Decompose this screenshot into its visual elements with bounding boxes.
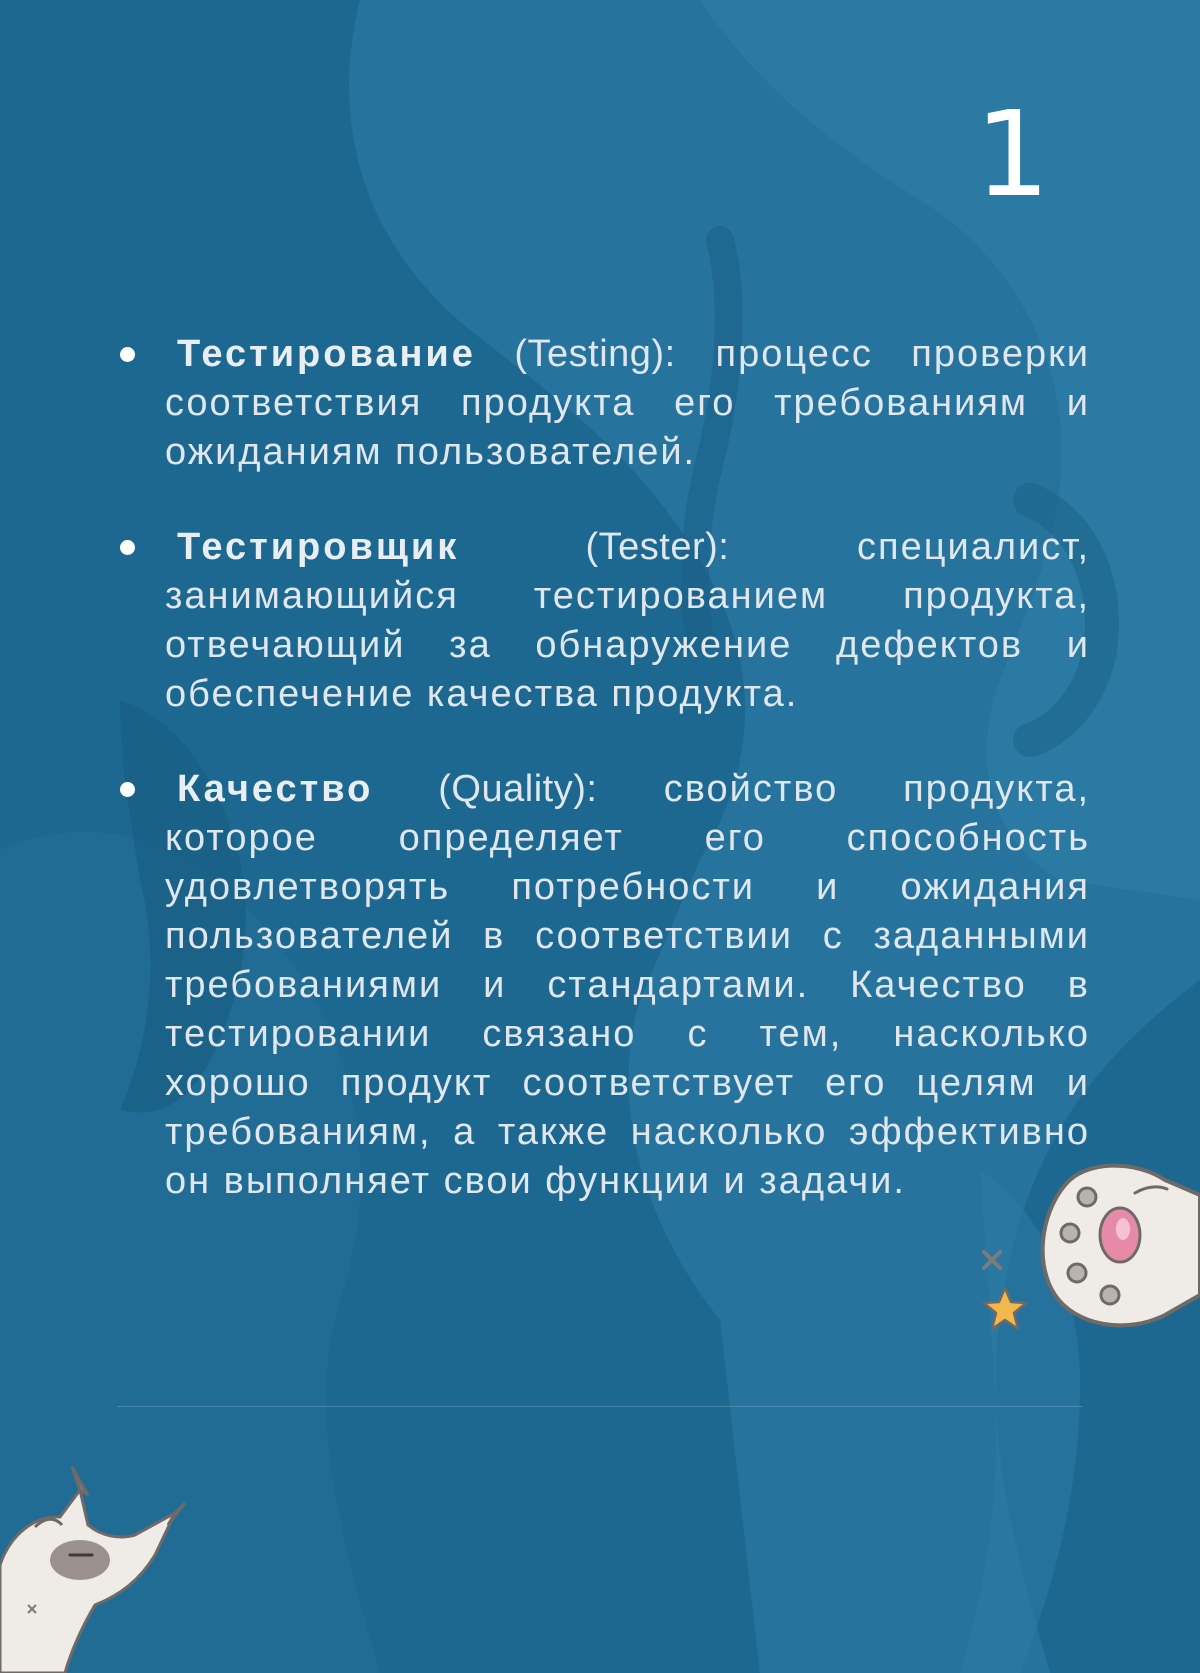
term-english: (Quality): [438, 768, 587, 810]
term-item-tester: [165, 523, 1090, 719]
term-definition: : процесс проверки соответствия продукта его требованиям и ожиданиям пользователей.: [165, 333, 1090, 473]
star-icon: [980, 1285, 1030, 1333]
term-name: Тестировщик: [177, 526, 460, 568]
term-definition: : специалист, занимающийся тестированием продукта, отвечающий за обнаружение дефектов и обеспечение качества продукта.: [165, 526, 1090, 715]
term-english: (Tester): [585, 526, 719, 568]
cat-paw-icon: [1025, 1155, 1200, 1335]
divider: [117, 1406, 1083, 1407]
term-english: (Testing): [514, 333, 665, 375]
term-list: [165, 330, 1090, 1252]
term-name: Качество: [177, 768, 374, 810]
siamese-cat-icon: [0, 1455, 190, 1673]
page-number: 1: [974, 85, 1050, 223]
term-definition: : свойство продукта, которое определяет его способность удовлетворять потребности и ожидания пользователей в соответствии с заданными требованиями и стандартами. Качество в тестировании связано с тем, насколько хорошо продукт соответствует его целям и требованиям, а также насколько эффективно он выполняет свои функции и задачи.: [165, 768, 1091, 1202]
term-item-testing: [165, 330, 1090, 477]
term-name: Тестирование: [177, 333, 476, 375]
sparkle-x-icon: [980, 1248, 1004, 1272]
term-item-quality: [165, 765, 1090, 1206]
